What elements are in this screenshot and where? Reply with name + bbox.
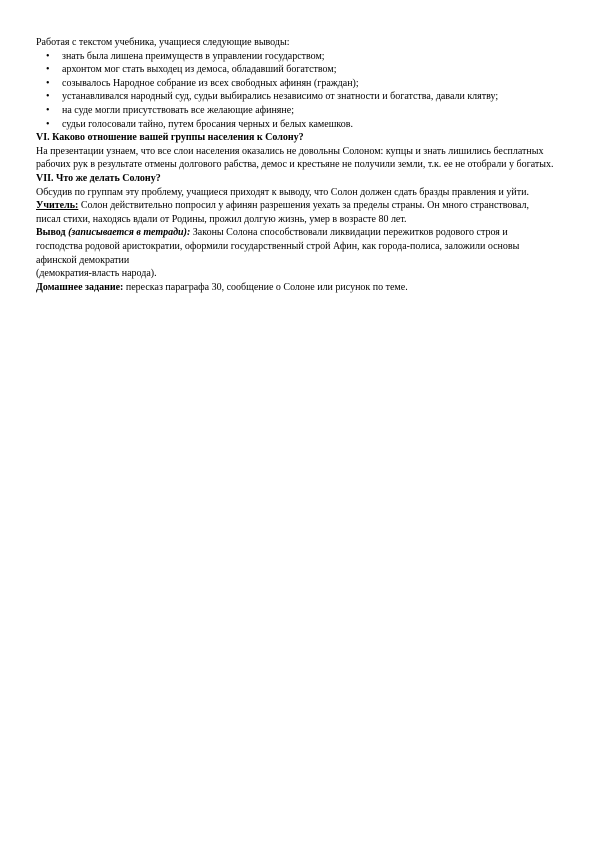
list-item-text: устанавливался народный суд, судьи выбирались независимо от знатности и богатства, давали клятву; — [62, 91, 499, 103]
bullet-icon: • — [46, 77, 50, 89]
section-6-text: На презентации узнаем, что все слои населения оказались не довольны Солоном: купцы и знать лишились бесплатных рабочих рук в результате отмены долгового рабства, демос и крестьяне не получили земли, т.к. ее не отобрали у богатых. — [36, 145, 554, 171]
bullet-icon: • — [46, 91, 50, 103]
intro-text: Работая с текстом учебника, учащиеся следующие выводы: — [36, 37, 290, 48]
conclusion-paragraph — [36, 226, 556, 267]
homework-label: Домашнее задание: — [36, 281, 124, 293]
document-page — [36, 36, 556, 294]
list-item — [36, 63, 556, 77]
list-item — [36, 118, 556, 132]
section-6-heading: VI. Каково отношение вашей группы населения к Солону? — [36, 132, 304, 144]
conclusion-note: (записывается в тетради): — [65, 227, 191, 239]
section-7-text: Обсудив по группам эту проблему, учащиеся приходят к выводу, что Солон должен сдать бразды правления и уйти. — [36, 186, 529, 198]
conclusion-label: Вывод — [36, 227, 66, 239]
homework-paragraph — [36, 281, 556, 295]
list-item — [36, 77, 556, 91]
list-item-text: знать была лишена преимуществ в управлении государством; — [62, 50, 325, 62]
conclusions-list — [36, 50, 556, 132]
list-item-text: созывалось Народное собрание из всех свободных афинян (граждан); — [62, 77, 359, 89]
democracy-definition: (демократия-власть народа). — [36, 268, 157, 280]
bullet-icon: • — [46, 104, 50, 116]
bullet-icon: • — [46, 64, 50, 76]
bullet-icon: • — [46, 50, 50, 62]
teacher-text: Солон действительно попросил у афинян разрешения уехать за пределы страны. Он много странствовал, писал стихи, находясь вдали от Родины, прожил долгую жизнь, умер в возрасте 80 лет. — [36, 200, 530, 225]
list-item-text: архонтом мог стать выходец из демоса, обладавший богатством; — [62, 64, 337, 76]
homework-text: пересказ параграфа 30, сообщение о Солоне или рисунок по теме. — [123, 281, 408, 293]
teacher-paragraph — [36, 199, 556, 226]
list-item-text: судьи голосовали тайно, путем бросания черных и белых камешков. — [62, 118, 353, 130]
list-item — [36, 50, 556, 64]
list-item — [36, 90, 556, 104]
list-item — [36, 104, 556, 118]
conclusion-text: Законы Солона способствовали ликвидации пережитков родового строя и господства родовой аристократии, оформили государственный строй Афин, как города-полиса, заложили основы афинской демократии — [36, 227, 520, 266]
section-7-heading: VII. Что же делать Солону? — [36, 172, 161, 184]
bullet-icon: • — [46, 118, 50, 130]
list-item-text: на суде могли присутствовать все желающие афиняне; — [62, 104, 294, 116]
teacher-label: Учитель: — [36, 200, 79, 212]
